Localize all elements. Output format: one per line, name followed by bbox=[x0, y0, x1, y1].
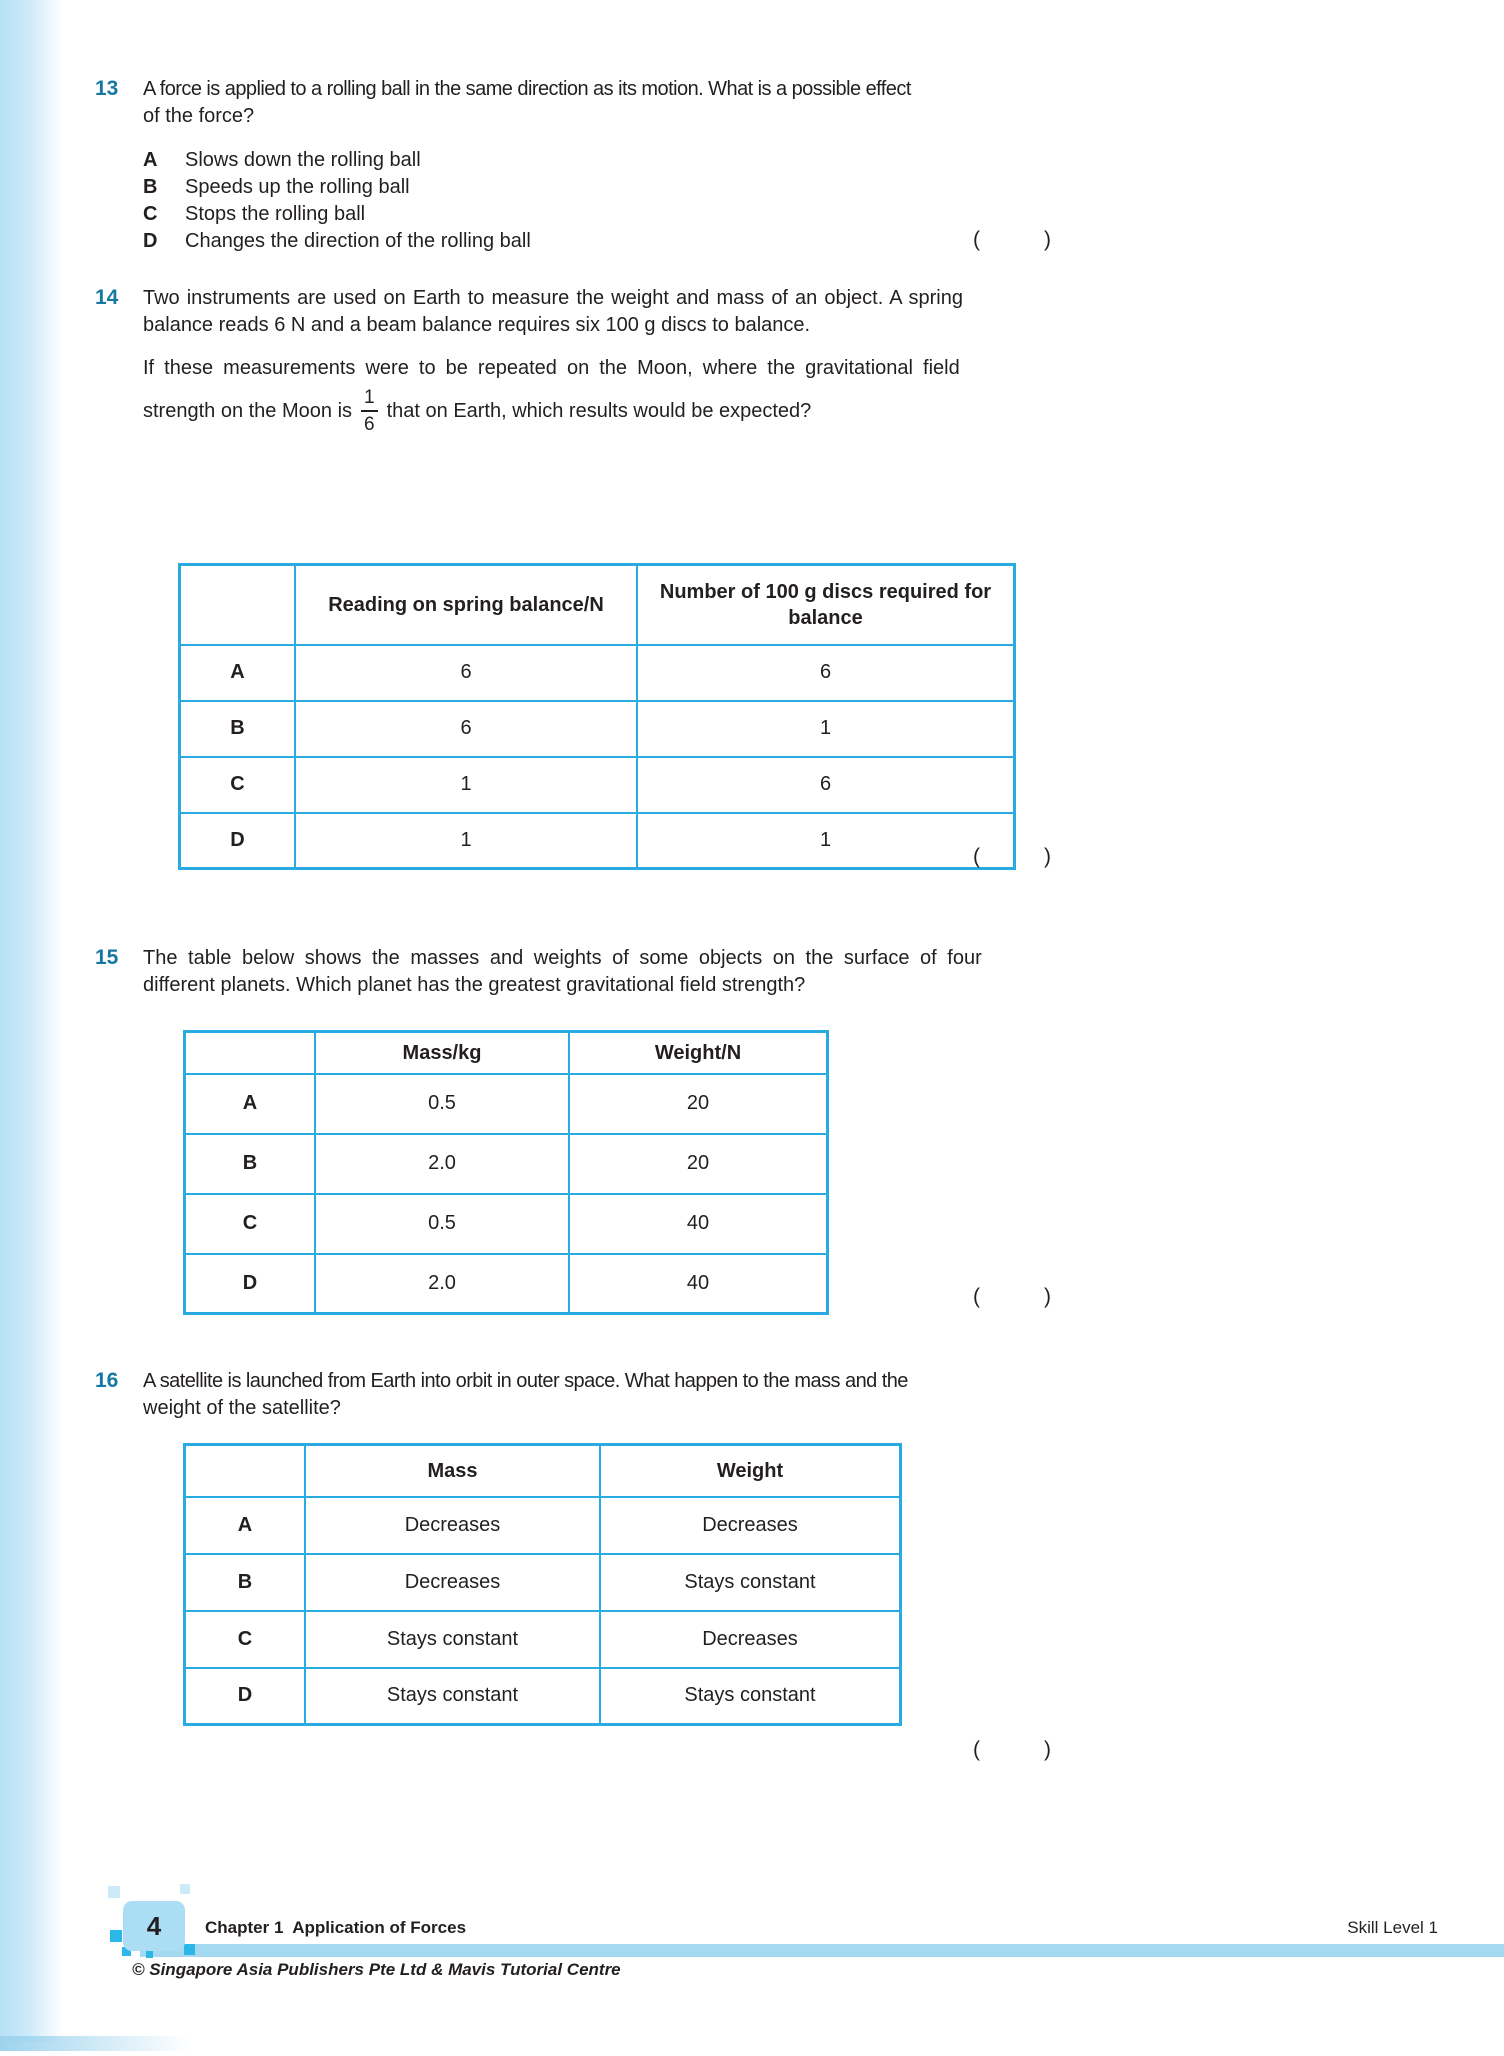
badge-pixel-decoration bbox=[110, 1930, 122, 1942]
table-row bbox=[180, 701, 1015, 757]
footer-bar bbox=[140, 1944, 1504, 1957]
table-cell: 2.0 bbox=[315, 1254, 569, 1314]
left-margin-gradient-bar bbox=[0, 0, 63, 2042]
page-number-badge: 4 bbox=[123, 1901, 185, 1951]
footer-skill-level: Skill Level 1 bbox=[1347, 1918, 1438, 1937]
table-cell: 6 bbox=[295, 701, 637, 757]
table-cell: 0.5 bbox=[315, 1074, 569, 1134]
bracket-open: ( bbox=[973, 1285, 980, 1308]
question-13 bbox=[95, 76, 1051, 255]
row-label: D bbox=[185, 1254, 316, 1314]
question-text-line: A satellite is launched from Earth into orbit in outer space. What happen to the mass and the bbox=[143, 1370, 908, 1392]
table-cell: 6 bbox=[637, 645, 1015, 701]
table-cell: Stays constant bbox=[600, 1554, 901, 1611]
option-letter: A bbox=[143, 149, 158, 171]
fraction-lead-text: strength on the Moon is bbox=[143, 399, 353, 422]
option-row-a bbox=[143, 147, 1051, 174]
table-header-weight: Weight/N bbox=[569, 1032, 828, 1074]
option-letter: B bbox=[143, 176, 158, 198]
table-header-spring-balance: Reading on spring balance/N bbox=[295, 565, 637, 645]
table-cell: 6 bbox=[637, 757, 1015, 813]
bracket-close: ) bbox=[1044, 845, 1051, 868]
bracket-open: ( bbox=[973, 228, 980, 251]
question-text-line: The table below shows the masses and weights of some objects on the surface of four bbox=[143, 947, 982, 969]
footer-chapter-title: Chapter 1 Application of Forces bbox=[205, 1918, 467, 1937]
row-label: D bbox=[180, 813, 296, 869]
table-header-mass: Mass/kg bbox=[315, 1032, 569, 1074]
question-14 bbox=[95, 285, 1051, 925]
badge-pixel-decoration bbox=[184, 1944, 195, 1955]
question-number: 13 bbox=[95, 77, 119, 100]
question-number: 14 bbox=[95, 286, 119, 309]
table-cell: Decreases bbox=[305, 1497, 600, 1554]
table-row bbox=[180, 645, 1015, 701]
table-cell: 40 bbox=[569, 1194, 828, 1254]
option-row-b bbox=[143, 174, 1051, 201]
question-text-line: of the force? bbox=[143, 105, 255, 127]
row-label: B bbox=[185, 1554, 306, 1611]
option-text: Changes the direction of the rolling ball bbox=[185, 230, 531, 252]
question-text-line: weight of the satellite? bbox=[143, 1397, 341, 1419]
table-cell: 20 bbox=[569, 1134, 828, 1194]
table-row bbox=[180, 757, 1015, 813]
question-text-line: balance reads 6 N and a beam balance requires six 100 g discs to balance. bbox=[143, 314, 811, 336]
table-row bbox=[185, 1194, 828, 1254]
row-label: A bbox=[185, 1074, 316, 1134]
question-number: 16 bbox=[95, 1369, 119, 1392]
option-letter: D bbox=[143, 230, 158, 252]
question-text-line-with-fraction bbox=[143, 382, 1051, 440]
table-cell: 2.0 bbox=[315, 1134, 569, 1194]
table-cell: Stays constant bbox=[305, 1668, 600, 1725]
one-sixth-fraction bbox=[361, 388, 378, 434]
bracket-close: ) bbox=[1044, 1738, 1051, 1761]
answer-brackets bbox=[973, 228, 1051, 252]
question-15 bbox=[95, 945, 1051, 1375]
fraction-numerator: 1 bbox=[361, 388, 378, 412]
option-list bbox=[143, 147, 1051, 255]
row-label: D bbox=[185, 1668, 306, 1725]
question-text-line: If these measurements were to be repeated on the Moon, where the gravitational field bbox=[143, 357, 960, 379]
table-header-discs: Number of 100 g discs required for balance bbox=[637, 565, 1015, 645]
row-label: C bbox=[180, 757, 296, 813]
row-label: B bbox=[180, 701, 296, 757]
row-label: C bbox=[185, 1611, 306, 1668]
table-cell: 40 bbox=[569, 1254, 828, 1314]
question-text-line: A force is applied to a rolling ball in the same direction as its motion. What is a possible effect bbox=[143, 78, 911, 100]
q15-answer-table bbox=[183, 1030, 829, 1315]
option-letter: C bbox=[143, 203, 158, 225]
q16-answer-table bbox=[183, 1443, 902, 1726]
table-cell: 1 bbox=[637, 813, 1015, 869]
table-cell: Decreases bbox=[600, 1611, 901, 1668]
answer-brackets bbox=[973, 1285, 1051, 1309]
table-row bbox=[185, 1497, 901, 1554]
question-text-line: Two instruments are used on Earth to measure the weight and mass of an object. A spring bbox=[143, 287, 963, 309]
table-row bbox=[185, 1254, 828, 1314]
option-text: Speeds up the rolling ball bbox=[185, 176, 410, 198]
table-cell: 6 bbox=[295, 645, 637, 701]
table-row bbox=[185, 1074, 828, 1134]
option-text: Slows down the rolling ball bbox=[185, 149, 421, 171]
row-label: C bbox=[185, 1194, 316, 1254]
table-cell: 1 bbox=[295, 757, 637, 813]
table-corner-cell bbox=[185, 1032, 316, 1074]
table-row bbox=[185, 1554, 901, 1611]
answer-brackets bbox=[973, 1738, 1051, 1762]
badge-pixel-decoration bbox=[108, 1886, 120, 1898]
question-16 bbox=[95, 1368, 1051, 1808]
bracket-open: ( bbox=[973, 845, 980, 868]
bracket-open: ( bbox=[973, 1738, 980, 1761]
badge-pixel-decoration bbox=[146, 1951, 153, 1958]
question-text-line: different planets. Which planet has the greatest gravitational field strength? bbox=[143, 974, 806, 996]
table-cell: Decreases bbox=[600, 1497, 901, 1554]
option-row-c bbox=[143, 201, 1051, 228]
table-header-mass: Mass bbox=[305, 1445, 600, 1497]
bracket-close: ) bbox=[1044, 228, 1051, 251]
table-cell: 20 bbox=[569, 1074, 828, 1134]
table-cell: 0.5 bbox=[315, 1194, 569, 1254]
option-text: Stops the rolling ball bbox=[185, 203, 366, 225]
answer-brackets bbox=[973, 845, 1051, 869]
table-row bbox=[180, 813, 1015, 869]
table-cell: 1 bbox=[295, 813, 637, 869]
q14-answer-table bbox=[178, 563, 1016, 870]
row-label: A bbox=[185, 1497, 306, 1554]
option-row-d bbox=[143, 228, 1051, 255]
table-row bbox=[185, 1134, 828, 1194]
bracket-close: ) bbox=[1044, 1285, 1051, 1308]
table-corner-cell bbox=[180, 565, 296, 645]
table-row bbox=[185, 1668, 901, 1725]
table-cell: Decreases bbox=[305, 1554, 600, 1611]
table-cell: Stays constant bbox=[305, 1611, 600, 1668]
bottom-left-gradient-strip bbox=[0, 2036, 190, 2051]
table-cell: Stays constant bbox=[600, 1668, 901, 1725]
row-label: A bbox=[180, 645, 296, 701]
table-row bbox=[185, 1611, 901, 1668]
table-corner-cell bbox=[185, 1445, 306, 1497]
table-cell: 1 bbox=[637, 701, 1015, 757]
question-number: 15 bbox=[95, 946, 119, 969]
table-header-weight: Weight bbox=[600, 1445, 901, 1497]
fraction-denominator: 6 bbox=[364, 414, 375, 435]
footer-copyright: © Singapore Asia Publishers Pte Ltd & Mavis Tutorial Centre bbox=[132, 1960, 621, 1979]
fraction-trail-text: that on Earth, which results would be expected? bbox=[386, 399, 812, 422]
row-label: B bbox=[185, 1134, 316, 1194]
badge-pixel-decoration bbox=[180, 1884, 190, 1894]
